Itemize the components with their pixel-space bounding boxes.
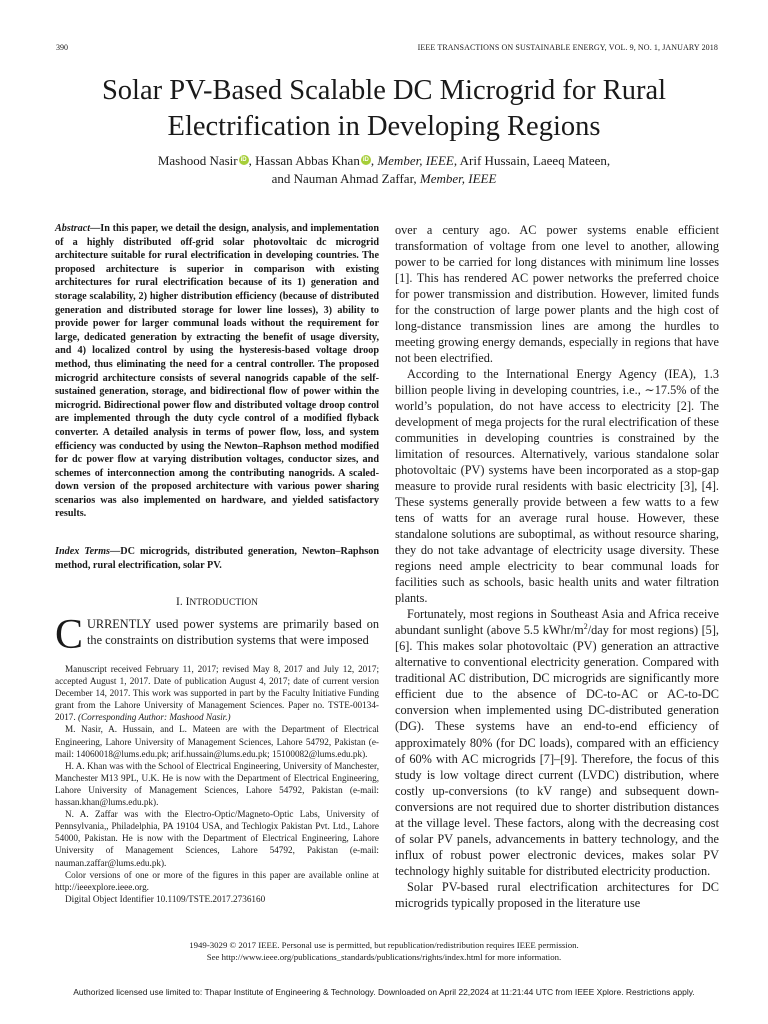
copyright-notice (0, 939, 768, 963)
body-right-column (395, 222, 719, 911)
abstract (55, 222, 379, 521)
abstract-label: Abstract (55, 223, 91, 234)
author-name: Mashood Nasir (157, 153, 238, 168)
copyright-link-line[interactable]: See http://www.ieee.org/publications_standards/publications/rights/index.html for more information. (206, 952, 562, 962)
footnote-affiliation: M. Nasir, A. Hussain, and L. Mateen are with the Department of Electrical Engineering, Lahore University of Management Sciences, Lahore 54792, Pakistan (e-mail: 14060018@lums.edu.pk; arif.hussain@lums.edu.pk; 15100082@lums.edu.pk). (55, 724, 379, 759)
abstract-text: —In this paper, we detail the design, analysis, and implementation of a highly distributed off-grid solar photovoltaic dc microgrid architecture suitable for rural electrification in developing countries. The proposed architecture is superior in comparison with existing architectures for rural electrification because of its 1) generation and storage scalability, 2) higher distribution efficiency (because of distributed generation and distributed storage for lower line losses), 3) ability to provide power for larger communal loads without the requirement for large, dedicated generation by extracting the benefit of usage diversity, and 4) localized control by using the hysteresis-based voltage droop method, thus eliminating the need for a central controller. The proposed microgrid architecture consists of several nanogrids capable of the self-sustained generation, storage, and bidirectional flow of power within the microgrid. Bidirectional power flow and distributed voltage droop control are implemented through the duty cycle control of a modified flyback converter. A detailed analysis in terms of power flow, loss, and system efficiency was conducted by using the Newton–Raphson method modified for dc power flow at varying distribution voltages, conductor sizes, and schemes of interconnection among the contributing nanogrids. A scaled-down version of the proposed architecture with various power sharing scenarios was also implemented on hardware, and yielded satisfactory results. (55, 223, 379, 520)
author-name: , Arif Hussain, Laeeq Mateen, (453, 153, 611, 168)
footnotes (55, 663, 379, 905)
body-paragraph: over a century ago. AC power systems enable efficient transformation of voltage from one level to another, allowing power to be carried for long distances with minimum line losses [1]. This has rendered AC power networks the preferred choice for power transmission and distribution. However, limited funds for the construction of large power plants and the high cost of long-distance transmission lines are among the hurdles to meeting growing energy demands, especially in regions that have not been electrified. (395, 223, 719, 366)
page-number: 390 (56, 43, 68, 52)
intro-text: URRENTLY used power systems are primarily based on the constraints on distribution systems that were imposed (87, 617, 379, 647)
footnote-affiliation: N. A. Zaffar was with the Electro-Optic/Magneto-Optic Labs, University of Pennsylvania,, Philadelphia, PA 19104 USA, and Techlogix Pakistan Pvt. Ltd., Lahore 54000, Pakistan. He is now with the Department of Electrical Engineering, Lahore University of Management Sciences, Lahore 54792, Pakistan (e-mail: nauman.zaffar@lums.edu.pk). (55, 809, 379, 868)
index-terms-text: —DC microgrids, distributed generation, Newton–Raphson method, rural electrification, solar PV. (55, 546, 379, 571)
author-list (0, 152, 768, 188)
introduction-paragraph (55, 612, 379, 658)
orcid-icon[interactable]: iD (362, 157, 369, 163)
body-paragraph: Solar PV-based rural electrification architectures for DC microgrids typically proposed in the literature use (395, 879, 719, 910)
author-membership: Member, IEEE (419, 171, 497, 186)
footnote-affiliation: H. A. Khan was with the School of Electrical Engineering, University of Manchester, Manchester M13 9PL, U.K. He is now with the Department of Electrical Engineering, Lahore University of Management Sciences, Lahore 54792, Pakistan (e-mail: hassan.khan@lums.edu.pk). (55, 760, 379, 808)
title-line-1: Solar PV-Based Scalable DC Microgrid for Rural (101, 75, 667, 106)
author-membership: , Member, IEEE (370, 153, 454, 168)
author-name: and Nauman Ahmad Zaffar, (271, 171, 417, 186)
orcid-icon[interactable]: iD (240, 157, 247, 163)
section-heading-introduction: I. INTRODUCTION (175, 596, 259, 608)
license-footer: Authorized licensed use limited to: Thapar Institute of Engineering & Technology. Downloaded on April 22,2024 at 11:21:44 UTC from IEEE Xplore. Restrictions apply. (73, 987, 695, 997)
index-terms-label: Index Terms (55, 546, 111, 557)
footnote-doi: Digital Object Identifier 10.1109/TSTE.2017.2736160 (65, 893, 266, 904)
index-terms (55, 545, 379, 572)
author-name: , Hassan Abbas Khan (248, 153, 360, 168)
drop-cap: C (55, 612, 84, 658)
body-paragraph: According to the International Energy Agency (IEA), 1.3 billion people living in developing countries, i.e., ∼17.5% of the world’s population, do not have access to electricity [2]. The development of mega projects for the rural electrification of these communities in developing countries is constrained by the limitation of resources. Alternatively, various standalone solar photovoltaic (PV) systems have been incorporated as a stop-gap measure to provide rural residents with basic electricity [3], [4]. These systems generally provide between a few watts to a few tens of watts for an average rural house. However, these standalone solutions are suboptimal, as without resource sharing, they do not take advantage of electricity usage diversity. These regions need ample electricity to bear communal loads for facilities such as schools, basic health units and water filtration plants. (395, 367, 719, 606)
footnote-color-note: Color versions of one or more of the figures in this paper are available online at http://ieeexplore.ieee.org. (55, 869, 379, 892)
copyright-line: 1949-3029 © 2017 IEEE. Personal use is permitted, but republication/redistribution requires IEEE permission. (189, 940, 579, 950)
journal-header: IEEE TRANSACTIONS ON SUSTAINABLE ENERGY, VOL. 9, NO. 1, JANUARY 2018 (417, 43, 718, 52)
footnote-manuscript: Manuscript received February 11, 2017; revised May 8, 2017 and July 12, 2017; accepted August 1, 2017. Date of publication August 4, 2017; date of current version December 14, 2017. This work was supported in part by the Faculty Initiative Funding grant from the Lahore University of Management Sciences. Paper no. TSTE-00134-2017. (Corresponding Author: Mashood Nasir.) (55, 664, 379, 723)
body-paragraph: Fortunately, most regions in Southeast Asia and Africa receive abundant sunlight (above 5.5 kWhr/$m^2$/day for most regions) [5], [6]. This makes solar photovoltaic (PV) generation an attractive alternative to conventional electricity generation. Compared with traditional AC distribution, DC microgrids are significantly more efficient due to the absence of DC-to-AC or AC-to-DC conversion when implemented using DC-distributed generation (DG). These systems have an end-to-end efficiency of approximately 80% (for DC loads), compared with an efficiency of 60% with AC microgrids [7]–[9]. Therefore, the focus of this study is low voltage direct current (LVDC) distribution, where costly up-conversions (to kV range) and subsequent down-conversions are not required due to shorter distribution distances at the village level. These factors, along with the decreasing cost of solar PV panels, advancements in battery technology, and the influx of robust power electronic devices, makes solar PV technology highly suitable for distributed electricity production. (395, 607, 719, 878)
title-line-2: Electrification in Developing Regions (167, 111, 601, 142)
paper-title (0, 73, 768, 145)
